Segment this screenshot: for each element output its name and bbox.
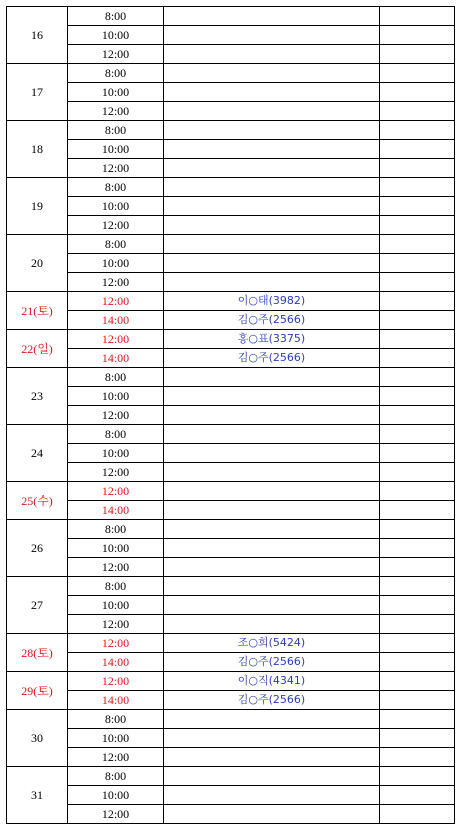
note-cell bbox=[380, 406, 455, 425]
note-cell bbox=[380, 691, 455, 710]
time-cell: 8:00 bbox=[68, 121, 164, 140]
date-cell: 18 bbox=[7, 121, 68, 178]
reservation-cell bbox=[164, 216, 380, 235]
time-cell: 14:00 bbox=[68, 691, 164, 710]
schedule-row bbox=[7, 311, 455, 330]
schedule-row bbox=[7, 748, 455, 767]
reservation-cell bbox=[164, 368, 380, 387]
note-cell bbox=[380, 368, 455, 387]
schedule-row bbox=[7, 83, 455, 102]
note-cell bbox=[380, 444, 455, 463]
schedule-row bbox=[7, 463, 455, 482]
schedule-row bbox=[7, 634, 455, 653]
date-cell: 30 bbox=[7, 710, 68, 767]
date-cell: 17 bbox=[7, 64, 68, 121]
schedule-row bbox=[7, 691, 455, 710]
note-cell bbox=[380, 729, 455, 748]
time-cell: 14:00 bbox=[68, 349, 164, 368]
schedule-row bbox=[7, 102, 455, 121]
schedule-row bbox=[7, 254, 455, 273]
time-cell: 12:00 bbox=[68, 102, 164, 121]
reservation-cell: 김○주(2566) bbox=[164, 311, 380, 330]
time-cell: 10:00 bbox=[68, 140, 164, 159]
time-cell: 10:00 bbox=[68, 786, 164, 805]
reservation-cell: 이○태(3982) bbox=[164, 292, 380, 311]
schedule-row bbox=[7, 368, 455, 387]
date-cell: 16 bbox=[7, 7, 68, 64]
reservation-cell bbox=[164, 501, 380, 520]
note-cell bbox=[380, 349, 455, 368]
note-cell bbox=[380, 653, 455, 672]
schedule-row bbox=[7, 653, 455, 672]
reservation-cell bbox=[164, 615, 380, 634]
schedule-row bbox=[7, 615, 455, 634]
note-cell bbox=[380, 672, 455, 691]
reservation-cell: 홍○표(3375) bbox=[164, 330, 380, 349]
note-cell bbox=[380, 7, 455, 26]
schedule-row bbox=[7, 672, 455, 691]
schedule-row bbox=[7, 425, 455, 444]
schedule-body bbox=[7, 7, 455, 824]
note-cell bbox=[380, 26, 455, 45]
note-cell bbox=[380, 121, 455, 140]
reservation-cell bbox=[164, 254, 380, 273]
schedule-row bbox=[7, 767, 455, 786]
reservation-cell bbox=[164, 273, 380, 292]
time-cell: 12:00 bbox=[68, 672, 164, 691]
note-cell bbox=[380, 482, 455, 501]
date-cell: 23 bbox=[7, 368, 68, 425]
time-cell: 12:00 bbox=[68, 406, 164, 425]
time-cell: 8:00 bbox=[68, 368, 164, 387]
time-cell: 12:00 bbox=[68, 330, 164, 349]
note-cell bbox=[380, 501, 455, 520]
time-cell: 8:00 bbox=[68, 425, 164, 444]
date-cell: 20 bbox=[7, 235, 68, 292]
schedule-row bbox=[7, 292, 455, 311]
reservation-cell bbox=[164, 197, 380, 216]
reservation-cell bbox=[164, 7, 380, 26]
time-cell: 12:00 bbox=[68, 292, 164, 311]
time-cell: 8:00 bbox=[68, 235, 164, 254]
time-cell: 10:00 bbox=[68, 729, 164, 748]
schedule-row bbox=[7, 444, 455, 463]
note-cell bbox=[380, 235, 455, 254]
schedule-row bbox=[7, 501, 455, 520]
date-cell: 26 bbox=[7, 520, 68, 577]
time-cell: 12:00 bbox=[68, 463, 164, 482]
schedule-row bbox=[7, 406, 455, 425]
reservation-cell bbox=[164, 406, 380, 425]
note-cell bbox=[380, 102, 455, 121]
reservation-cell bbox=[164, 159, 380, 178]
reservation-cell bbox=[164, 444, 380, 463]
note-cell bbox=[380, 786, 455, 805]
reservation-cell bbox=[164, 121, 380, 140]
note-cell bbox=[380, 387, 455, 406]
time-cell: 10:00 bbox=[68, 596, 164, 615]
reservation-cell bbox=[164, 577, 380, 596]
reservation-cell bbox=[164, 710, 380, 729]
date-cell: 19 bbox=[7, 178, 68, 235]
reservation-cell bbox=[164, 520, 380, 539]
reservation-cell bbox=[164, 64, 380, 83]
note-cell bbox=[380, 463, 455, 482]
note-cell bbox=[380, 710, 455, 729]
time-cell: 8:00 bbox=[68, 767, 164, 786]
reservation-cell bbox=[164, 425, 380, 444]
note-cell bbox=[380, 83, 455, 102]
time-cell: 12:00 bbox=[68, 273, 164, 292]
schedule-row bbox=[7, 197, 455, 216]
reservation-cell bbox=[164, 729, 380, 748]
time-cell: 8:00 bbox=[68, 178, 164, 197]
note-cell bbox=[380, 311, 455, 330]
time-cell: 10:00 bbox=[68, 83, 164, 102]
time-cell: 10:00 bbox=[68, 444, 164, 463]
time-cell: 8:00 bbox=[68, 710, 164, 729]
note-cell bbox=[380, 539, 455, 558]
schedule-row bbox=[7, 596, 455, 615]
note-cell bbox=[380, 767, 455, 786]
note-cell bbox=[380, 596, 455, 615]
note-cell bbox=[380, 64, 455, 83]
note-cell bbox=[380, 178, 455, 197]
date-cell: 28(토) bbox=[7, 634, 68, 672]
note-cell bbox=[380, 748, 455, 767]
note-cell bbox=[380, 159, 455, 178]
reservation-cell bbox=[164, 786, 380, 805]
date-cell: 29(토) bbox=[7, 672, 68, 710]
reservation-cell bbox=[164, 178, 380, 197]
note-cell bbox=[380, 615, 455, 634]
schedule-row bbox=[7, 786, 455, 805]
reservation-cell bbox=[164, 748, 380, 767]
note-cell bbox=[380, 197, 455, 216]
note-cell bbox=[380, 140, 455, 159]
time-cell: 12:00 bbox=[68, 482, 164, 501]
schedule-row bbox=[7, 273, 455, 292]
schedule-row bbox=[7, 387, 455, 406]
date-cell: 31 bbox=[7, 767, 68, 824]
note-cell bbox=[380, 330, 455, 349]
date-cell: 24 bbox=[7, 425, 68, 482]
reservation-cell bbox=[164, 805, 380, 824]
time-cell: 12:00 bbox=[68, 615, 164, 634]
date-cell: 22(일) bbox=[7, 330, 68, 368]
time-cell: 14:00 bbox=[68, 501, 164, 520]
schedule-row bbox=[7, 539, 455, 558]
time-cell: 14:00 bbox=[68, 653, 164, 672]
time-cell: 8:00 bbox=[68, 520, 164, 539]
time-cell: 12:00 bbox=[68, 634, 164, 653]
reservation-cell bbox=[164, 26, 380, 45]
reservation-cell: 김○주(2566) bbox=[164, 349, 380, 368]
schedule-row bbox=[7, 482, 455, 501]
time-cell: 10:00 bbox=[68, 254, 164, 273]
note-cell bbox=[380, 558, 455, 577]
date-cell: 25(수) bbox=[7, 482, 68, 520]
note-cell bbox=[380, 216, 455, 235]
schedule-row bbox=[7, 235, 455, 254]
time-cell: 12:00 bbox=[68, 805, 164, 824]
note-cell bbox=[380, 577, 455, 596]
schedule-row bbox=[7, 178, 455, 197]
schedule-row bbox=[7, 330, 455, 349]
time-cell: 10:00 bbox=[68, 197, 164, 216]
reservation-cell bbox=[164, 83, 380, 102]
time-cell: 10:00 bbox=[68, 387, 164, 406]
time-cell: 12:00 bbox=[68, 216, 164, 235]
schedule-row bbox=[7, 577, 455, 596]
date-cell: 27 bbox=[7, 577, 68, 634]
time-cell: 12:00 bbox=[68, 748, 164, 767]
schedule-row bbox=[7, 45, 455, 64]
time-cell: 14:00 bbox=[68, 311, 164, 330]
time-cell: 12:00 bbox=[68, 558, 164, 577]
time-cell: 10:00 bbox=[68, 26, 164, 45]
schedule-row bbox=[7, 26, 455, 45]
date-cell: 21(토) bbox=[7, 292, 68, 330]
note-cell bbox=[380, 425, 455, 444]
note-cell bbox=[380, 805, 455, 824]
note-cell bbox=[380, 254, 455, 273]
schedule-row bbox=[7, 121, 455, 140]
reservation-cell bbox=[164, 596, 380, 615]
reservation-cell bbox=[164, 102, 380, 121]
schedule-row bbox=[7, 805, 455, 824]
reservation-cell: 조○희(5424) bbox=[164, 634, 380, 653]
schedule-row bbox=[7, 729, 455, 748]
note-cell bbox=[380, 634, 455, 653]
note-cell bbox=[380, 273, 455, 292]
schedule-row bbox=[7, 7, 455, 26]
reservation-cell bbox=[164, 767, 380, 786]
schedule-row bbox=[7, 140, 455, 159]
reservation-cell: 김○주(2566) bbox=[164, 691, 380, 710]
reservation-cell bbox=[164, 463, 380, 482]
schedule-row bbox=[7, 64, 455, 83]
reservation-cell bbox=[164, 387, 380, 406]
schedule-row bbox=[7, 710, 455, 729]
note-cell bbox=[380, 292, 455, 311]
reservation-cell bbox=[164, 140, 380, 159]
schedule-row bbox=[7, 349, 455, 368]
note-cell bbox=[380, 520, 455, 539]
schedule-row bbox=[7, 216, 455, 235]
schedule-row bbox=[7, 159, 455, 178]
schedule-table bbox=[6, 6, 455, 824]
schedule-row bbox=[7, 520, 455, 539]
time-cell: 8:00 bbox=[68, 577, 164, 596]
reservation-cell bbox=[164, 558, 380, 577]
schedule-row bbox=[7, 558, 455, 577]
reservation-cell: 이○직(4341) bbox=[164, 672, 380, 691]
reservation-cell: 김○주(2566) bbox=[164, 653, 380, 672]
time-cell: 12:00 bbox=[68, 159, 164, 178]
reservation-cell bbox=[164, 482, 380, 501]
time-cell: 12:00 bbox=[68, 45, 164, 64]
time-cell: 8:00 bbox=[68, 64, 164, 83]
reservation-cell bbox=[164, 45, 380, 64]
note-cell bbox=[380, 45, 455, 64]
reservation-cell bbox=[164, 235, 380, 254]
time-cell: 10:00 bbox=[68, 539, 164, 558]
time-cell: 8:00 bbox=[68, 7, 164, 26]
reservation-cell bbox=[164, 539, 380, 558]
